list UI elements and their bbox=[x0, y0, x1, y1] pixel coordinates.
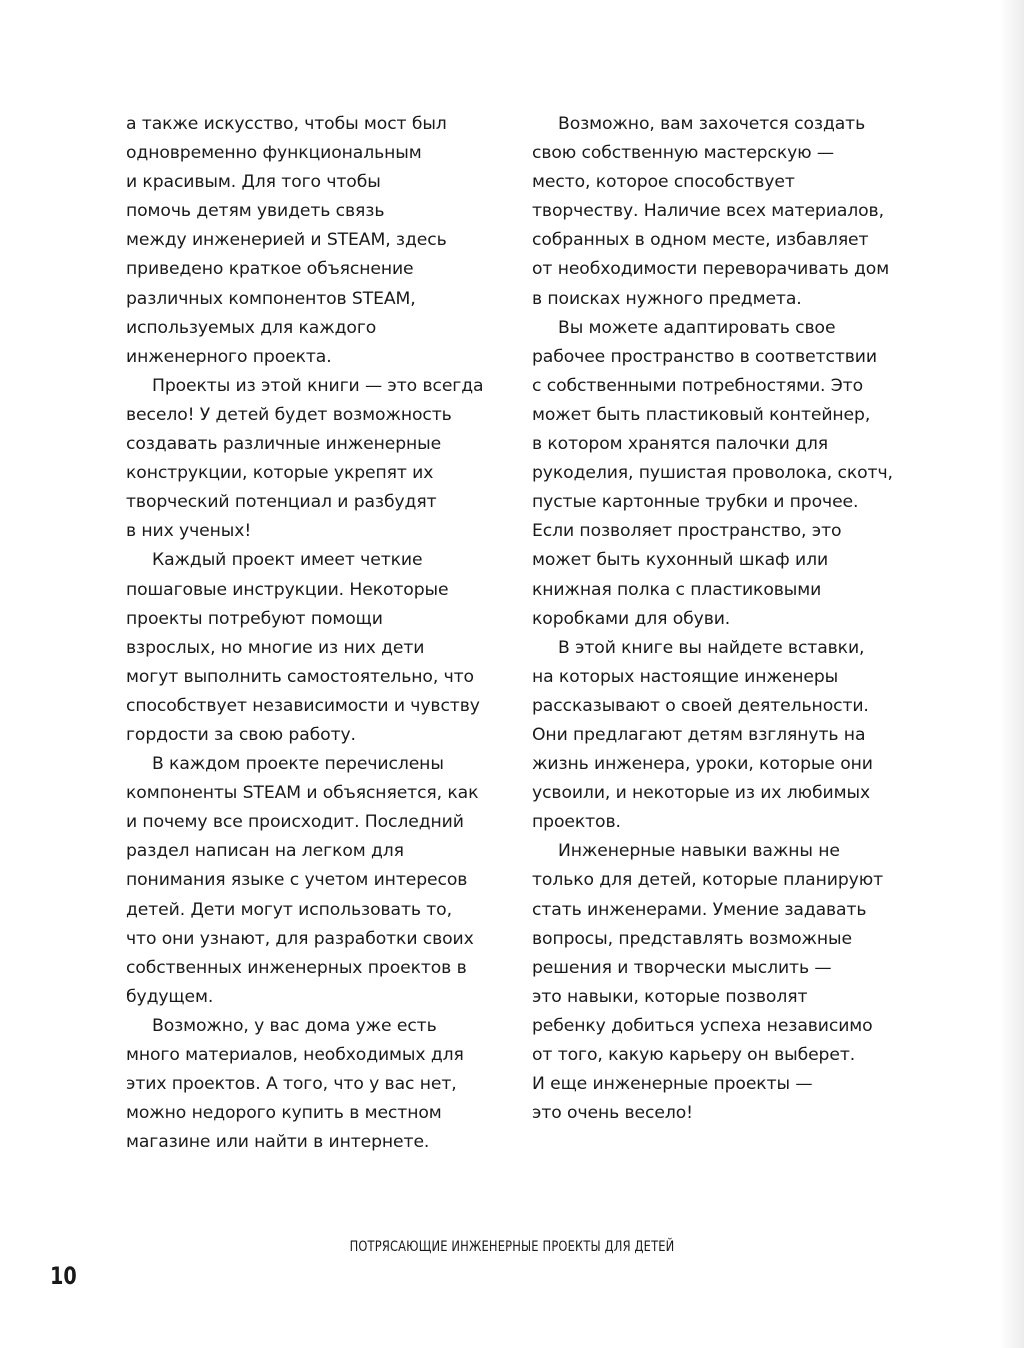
text-line: В этой книге вы найдете вставки, bbox=[558, 637, 865, 658]
text-line: много материалов, необходимых для bbox=[126, 1045, 464, 1065]
text-line: усвоили, и некоторые из их любимых bbox=[532, 783, 871, 804]
page-number: 10 bbox=[50, 1262, 77, 1290]
text-line: приведено краткое объяснение bbox=[126, 259, 414, 280]
text-line: И еще инженерные проекты — bbox=[532, 1074, 813, 1095]
text-line: способствует независимости и чувству bbox=[126, 695, 480, 716]
text-line: проектов. bbox=[532, 812, 621, 833]
text-line: творчеству. Наличие всех материалов, bbox=[532, 201, 884, 222]
text-line: коробками для обуви. bbox=[532, 608, 731, 629]
text-line: пошаговые инструкции. Некоторые bbox=[126, 579, 449, 600]
text-line: можно недорого купить в местном bbox=[126, 1103, 442, 1124]
text-line: стать инженерами. Умение задавать bbox=[532, 899, 867, 920]
text-line: от необходимости переворачивать дом bbox=[532, 259, 890, 280]
text-line: вопросы, представлять возможные bbox=[532, 928, 852, 949]
text-line: пустые картонные трубки и прочее. bbox=[532, 492, 859, 513]
paragraph bbox=[532, 110, 922, 314]
right-text-column bbox=[532, 110, 922, 1128]
text-line: в котором хранятся палочки для bbox=[532, 434, 828, 455]
paragraph bbox=[532, 314, 922, 634]
text-line: Вы можете адаптировать свое bbox=[558, 317, 836, 338]
text-line: различных компонентов STEAM, bbox=[126, 288, 416, 309]
text-line: место, которое способствует bbox=[532, 172, 795, 193]
text-line: Возможно, вам захочется создать bbox=[558, 114, 866, 134]
text-line: собранных в одном месте, избавляет bbox=[532, 230, 869, 251]
text-line: используемых для каждого bbox=[126, 317, 377, 338]
paragraph bbox=[126, 750, 516, 1012]
running-title: ПОТРЯСАЮЩИЕ ИНЖЕНЕРНЫЕ ПРОЕКТЫ ДЛЯ ДЕТЕЙ bbox=[349, 1239, 675, 1255]
text-line: между инженерией и STEAM, здесь bbox=[126, 230, 447, 251]
text-line: В каждом проекте перечислены bbox=[152, 754, 444, 775]
text-line: и почему все происходит. Последний bbox=[126, 812, 464, 833]
text-line: создавать различные инженерные bbox=[126, 434, 442, 455]
paragraph bbox=[126, 110, 516, 372]
text-line: Инженерные навыки важны не bbox=[558, 841, 840, 862]
text-line: свою собственную мастерскую — bbox=[532, 143, 835, 164]
text-line: решения и творчески мыслить — bbox=[532, 957, 832, 978]
text-line: взрослых, но многие из них дети bbox=[126, 637, 425, 658]
text-line: раздел написан на легком для bbox=[126, 841, 404, 862]
text-line: будущем. bbox=[126, 986, 214, 1007]
text-line: детей. Дети могут использовать то, bbox=[126, 899, 452, 920]
paragraph bbox=[126, 546, 516, 750]
text-line: ребенку добиться успеха независимо bbox=[532, 1015, 873, 1036]
text-line: рукоделия, пушистая проволока, скотч, bbox=[532, 463, 893, 484]
paragraph bbox=[532, 837, 922, 1128]
text-line: могут выполнить самостоятельно, что bbox=[126, 666, 474, 687]
text-line: может быть кухонный шкаф или bbox=[532, 550, 829, 571]
text-line: проекты потребуют помощи bbox=[126, 608, 383, 629]
text-line: на которых настоящие инженеры bbox=[532, 666, 839, 687]
text-line: Каждый проект имеет четкие bbox=[152, 550, 423, 571]
paragraph bbox=[126, 372, 516, 547]
text-line: весело! У детей будет возможность bbox=[126, 404, 452, 425]
text-line: гордости за свою работу. bbox=[126, 724, 356, 745]
text-line: только для детей, которые планируют bbox=[532, 870, 883, 891]
text-line: рассказывают о своей деятельности. bbox=[532, 695, 869, 716]
text-line: а также искусство, чтобы мост был bbox=[126, 114, 447, 134]
text-line: с собственными потребностями. Это bbox=[532, 375, 863, 396]
text-line: конструкции, которые укрепят их bbox=[126, 463, 434, 484]
text-line: собственных инженерных проектов в bbox=[126, 957, 467, 978]
text-line: в них ученых! bbox=[126, 521, 252, 542]
text-line: компоненты STEAM и объясняется, как bbox=[126, 783, 479, 804]
text-line: творческий потенциал и разбудят bbox=[126, 492, 437, 513]
text-line: и красивым. Для того чтобы bbox=[126, 172, 381, 193]
left-text-column bbox=[126, 110, 516, 1157]
text-line: инженерного проекта. bbox=[126, 346, 332, 367]
text-line: что они узнают, для разработки своих bbox=[126, 928, 474, 949]
text-line: Возможно, у вас дома уже есть bbox=[152, 1015, 437, 1036]
text-line: жизнь инженера, уроки, которые они bbox=[532, 754, 873, 775]
text-line: Проекты из этой книги — это всегда bbox=[152, 375, 484, 396]
page-edge-shadow bbox=[1000, 0, 1024, 1348]
text-line: от того, какую карьеру он выберет. bbox=[532, 1045, 856, 1065]
text-line: одновременно функциональным bbox=[126, 143, 422, 164]
text-line: магазине или найти в интернете. bbox=[126, 1132, 430, 1153]
text-line: книжная полка с пластиковыми bbox=[532, 579, 822, 600]
paragraph bbox=[126, 1012, 516, 1157]
text-line: этих проектов. А того, что у вас нет, bbox=[126, 1074, 457, 1095]
text-line: это очень весело! bbox=[532, 1103, 693, 1124]
text-line: это навыки, которые позволят bbox=[532, 986, 808, 1007]
text-line: Они предлагают детям взглянуть на bbox=[532, 724, 866, 745]
text-line: рабочее пространство в соответствии bbox=[532, 346, 877, 367]
text-line: может быть пластиковый контейнер, bbox=[532, 404, 871, 425]
text-line: понимания языке с учетом интересов bbox=[126, 870, 468, 891]
text-line: в поисках нужного предмета. bbox=[532, 288, 802, 309]
text-line: Если позволяет пространство, это bbox=[532, 521, 842, 542]
paragraph bbox=[532, 634, 922, 838]
text-line: помочь детям увидеть связь bbox=[126, 201, 385, 222]
